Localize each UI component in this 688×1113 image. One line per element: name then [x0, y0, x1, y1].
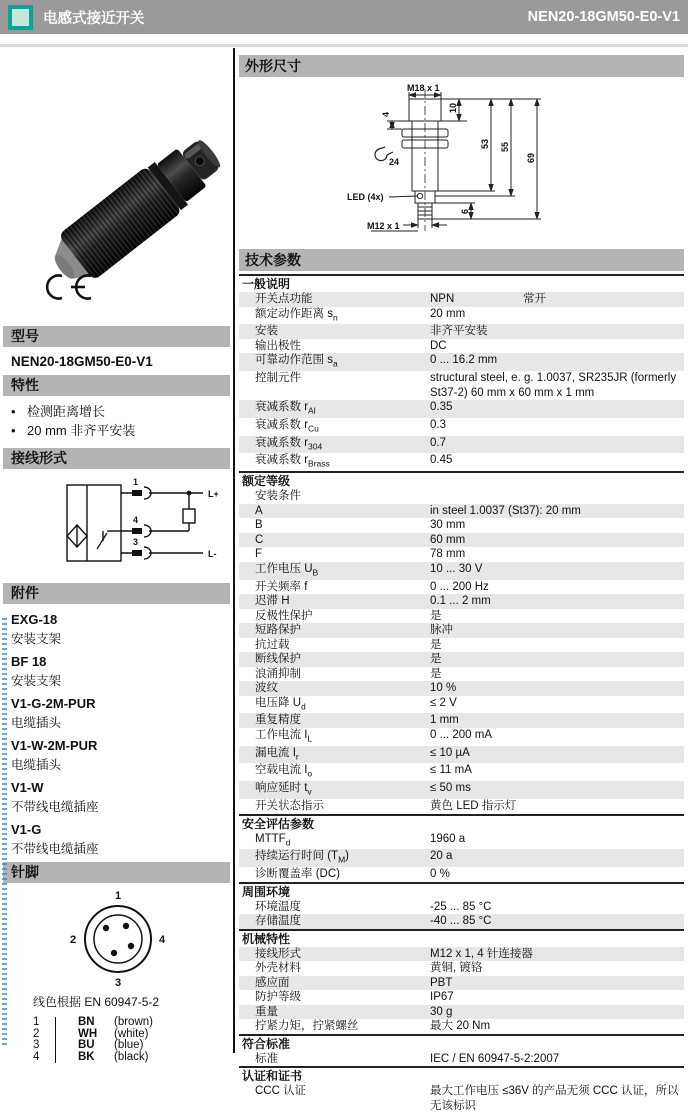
bullet-icon: •: [11, 423, 16, 438]
spec-section-header: 符合标准: [239, 1034, 684, 1052]
spec-label: 抗过载: [255, 638, 290, 651]
spec-row: [239, 914, 684, 929]
spec-row: [239, 667, 684, 682]
accessory-description: 安装支架: [11, 632, 62, 646]
page-title: 电感式接近开关: [43, 10, 145, 27]
wire-color-name: (white): [114, 1027, 149, 1040]
spec-value: [430, 667, 684, 682]
spec-value-text: 是: [430, 638, 442, 651]
spec-row: [239, 580, 684, 595]
spec-value-text: 1 mm: [430, 714, 459, 727]
ce-mark-icon: [3, 268, 233, 310]
spec-value: [430, 292, 684, 307]
pin-number: 4: [33, 1050, 40, 1063]
accessories-list: [3, 613, 233, 862]
spec-value: [430, 990, 684, 1005]
spec-row: [239, 371, 684, 400]
spec-row: [239, 799, 684, 814]
top-header-bar: [0, 0, 688, 34]
spec-value: [430, 638, 684, 653]
spec-row: [239, 292, 684, 307]
spec-label: 迟滞 H: [255, 595, 290, 608]
spec-value-text: 0.45: [430, 454, 453, 467]
spec-row: [239, 1084, 684, 1113]
spec-value: [430, 371, 684, 400]
dim-wrench-label: 24: [389, 157, 400, 167]
spec-value: [430, 681, 684, 696]
wiring-lminus-label: L-: [208, 549, 217, 559]
release-date-vertical-text: [2, 618, 7, 1048]
spec-label: 开关点功能: [255, 293, 313, 305]
spec-row: [239, 400, 684, 418]
spec-label: 标准: [255, 1052, 278, 1065]
spec-row: [239, 623, 684, 638]
spec-value-text: 10 %: [430, 682, 457, 695]
spec-value-text: PBT: [430, 976, 453, 989]
spec-value-text: 20 mm: [430, 307, 466, 320]
spec-row: [239, 453, 684, 471]
spec-row: [239, 728, 684, 746]
spec-value-text: 78 mm: [430, 548, 466, 561]
spec-value: [430, 580, 684, 595]
wire-color-code: WH: [78, 1027, 98, 1040]
spec-row: [239, 696, 684, 714]
spec-label: 防护等级: [255, 991, 301, 1004]
spec-section-header: 机械特性: [239, 929, 684, 947]
spec-row: [239, 781, 684, 799]
spec-value-text: -40 ... 85 °C: [430, 915, 492, 928]
wiring-pin4-label: 4: [133, 515, 139, 525]
spec-label: 重量: [255, 1005, 278, 1018]
pin-number: 3: [33, 1039, 40, 1051]
tech-table: [239, 274, 684, 1113]
wire-color-name: (blue): [114, 1039, 144, 1051]
spec-value-text: 60 mm: [430, 533, 466, 546]
spec-label: 感应面: [255, 976, 290, 989]
accessory-description: 电缆插头: [11, 716, 62, 730]
spec-label: F: [255, 548, 263, 561]
accessory-name: BF 18: [11, 654, 47, 669]
spec-value-text: 0 %: [430, 868, 450, 881]
spec-label: 断线保护: [255, 653, 301, 666]
pin-color-table: [33, 1017, 233, 1063]
wiring-lplus-label: L+: [208, 489, 219, 499]
spec-value: [430, 353, 684, 371]
pin-table-divider: [55, 1029, 56, 1041]
spec-section-header: 认证和证书: [239, 1066, 684, 1084]
spec-value: [430, 623, 684, 638]
spec-value: [430, 799, 684, 814]
spec-value: [430, 900, 684, 915]
spec-value: [430, 453, 684, 471]
spec-value-text: M12 x 1, 4 针连接器: [430, 947, 533, 960]
section-header-dimensions: 外形尺寸: [239, 55, 684, 77]
accessory-name: V1-W: [11, 780, 44, 795]
spec-value: [430, 746, 684, 764]
spec-label: 衰减系数 $r_{304}$: [255, 436, 323, 451]
spec-row: [239, 1019, 684, 1034]
spec-row: [239, 746, 684, 764]
sensor-photo-illustration: [3, 48, 228, 268]
spec-value-text: ≤ 2 V: [430, 696, 457, 709]
spec-value-text: ≤ 11 mA: [430, 764, 472, 777]
spec-label: 反极性保护: [255, 609, 313, 622]
spec-row: [239, 307, 684, 325]
spec-row: [239, 900, 684, 915]
spec-value: [430, 652, 684, 667]
spec-value: [430, 436, 684, 454]
spec-value: [430, 867, 684, 882]
spec-value-text: 是: [430, 667, 442, 680]
spec-value-text: 最大工作电压 ≤36V 的产品无须 CCC 认证，所以无该标识: [430, 1085, 679, 1112]
section-header-accessories: 附件: [3, 583, 230, 604]
spec-value-text: NPN: [430, 293, 455, 305]
dim-thread-bottom-label: M12 x 1: [367, 221, 400, 231]
dimension-drawing: [239, 77, 684, 245]
dim-6-label: 6: [460, 208, 470, 214]
spec-value: [430, 947, 684, 962]
spec-value-text: 脉冲: [430, 624, 453, 637]
spec-row: [239, 681, 684, 696]
spec-label: 控制元件: [255, 372, 301, 385]
wiring-pin1-label: 1: [133, 477, 139, 487]
spec-value-text: 0.3: [430, 418, 446, 431]
wiring-diagram: [3, 473, 233, 577]
pin-label-left: 2: [70, 934, 77, 946]
dim-69-label: 69: [526, 152, 536, 163]
spec-value: [430, 713, 684, 728]
spec-label: 浪涌抑制: [255, 667, 301, 680]
spec-value-text: 0.1 ... 2 mm: [430, 595, 491, 608]
spec-row: [239, 504, 684, 519]
spec-label: 衰减系数 $r_{Al}$: [255, 401, 316, 416]
spec-value: [430, 728, 684, 746]
wire-color-name: (black): [114, 1050, 149, 1063]
spec-label: A: [255, 504, 263, 517]
accessory-name: V1-W-2M-PUR: [11, 738, 98, 753]
spec-row: [239, 713, 684, 728]
spec-value-text: 黄色 LED 指示灯: [430, 800, 517, 813]
pin-table-divider: [55, 1040, 56, 1052]
spec-row: [239, 947, 684, 962]
spec-value-text: 30 g: [430, 1005, 453, 1018]
accessory-name: EXG-18: [11, 612, 58, 627]
spec-label: 重复精度: [255, 714, 301, 727]
spec-value-text: 0.35: [430, 401, 453, 414]
pin-color-note: 线色根据 EN 60947-5-2: [33, 995, 160, 1009]
feature-text: 检测距离增长: [27, 404, 106, 419]
spec-value: [430, 696, 684, 714]
header-model-number: NEN20-18GM50-E0-V1: [527, 9, 680, 25]
spec-value: [430, 307, 684, 325]
spec-row: [239, 990, 684, 1005]
spec-label: 开关状态指示: [255, 800, 324, 813]
spec-label: 额定动作距离 $s_n$: [255, 307, 338, 322]
spec-value-text: structural steel, e. g. 1.0037, SR235JR (formerly St37-2) 60 mm x 60 mm x 1 mm: [430, 372, 677, 399]
spec-value-text-2: 常开: [523, 293, 546, 305]
spec-value: [430, 1084, 684, 1113]
spec-value: [430, 976, 684, 991]
accessory-name: V1-G: [11, 822, 42, 837]
spec-value-text: IP67: [430, 991, 454, 1004]
spec-label: 拧紧力矩，拧紧螺丝: [255, 1020, 359, 1033]
pin-connector-diagram: [52, 889, 184, 989]
pin-label-right: 4: [159, 934, 166, 946]
model-number: NEN20-18GM50-E0-V1: [11, 354, 153, 369]
spec-value: [430, 400, 684, 418]
accessory-description: 不带线电缆插座: [11, 842, 99, 856]
spec-value-text: 20 a: [430, 850, 453, 863]
accessory-name: V1-G-2M-PUR: [11, 696, 96, 711]
spec-value-text: -25 ... 85 °C: [430, 900, 492, 913]
spec-label: C: [255, 533, 264, 546]
spec-row: [239, 961, 684, 976]
right-column: [233, 48, 688, 1112]
bullet-icon: •: [11, 404, 16, 419]
spec-row: [239, 1052, 684, 1067]
spec-value: [430, 961, 684, 976]
pin-table-divider: [55, 1052, 56, 1064]
spec-row: [239, 324, 684, 339]
section-header-connection: 接线形式: [3, 448, 230, 469]
spec-label: 环境温度: [255, 900, 301, 913]
spec-value: [430, 489, 684, 504]
spec-label: 开关频率 f: [255, 580, 308, 593]
spec-label: 诊断覆盖率 (DC): [255, 868, 340, 881]
spec-row: [239, 547, 684, 562]
spec-row: [239, 832, 684, 850]
feature-item: [11, 402, 233, 421]
spec-section-header: 周围环境: [239, 882, 684, 900]
spec-row: [239, 418, 684, 436]
spec-row: [239, 609, 684, 624]
dim-10-label: 10: [448, 102, 458, 113]
spec-section-header: 安全评估参数: [239, 814, 684, 832]
wire-color-code: BU: [78, 1039, 95, 1051]
spec-row: [239, 849, 684, 867]
spec-value: [430, 339, 684, 354]
spec-value: [430, 562, 684, 580]
spec-value: [430, 763, 684, 781]
spec-value: [430, 533, 684, 548]
spec-label: 安装: [255, 325, 278, 338]
spec-value-text: 0 ... 200 Hz: [430, 580, 489, 593]
features-list: [3, 396, 233, 448]
spec-value-text: 黄铜, 镀铬: [430, 962, 483, 975]
spec-value-text: DC: [430, 339, 447, 352]
spec-row: [239, 339, 684, 354]
spec-value: [430, 1052, 684, 1067]
spec-label: 衰减系数 $r_{Brass}$: [255, 454, 330, 469]
spec-label: 工作电流 $I_L$: [255, 728, 313, 744]
dim-4-label: 4: [381, 111, 391, 117]
spec-row: [239, 1005, 684, 1020]
section-header-pins: 针脚: [3, 862, 230, 883]
spec-row: [239, 489, 684, 504]
spec-label: 短路保护: [255, 624, 301, 637]
spec-value: [430, 914, 684, 929]
dim-53-label: 53: [480, 138, 490, 149]
spec-row: [239, 976, 684, 991]
pin-color-row: [33, 1017, 233, 1029]
spec-value: [430, 1019, 684, 1034]
spec-row: [239, 763, 684, 781]
spec-value-text: IEC / EN 60947-5-2:2007: [430, 1052, 560, 1065]
spec-row: [239, 518, 684, 533]
spec-label: 电压降 $U_d$: [255, 696, 306, 711]
spec-label: $MTTF_d$: [255, 832, 291, 847]
spec-value-text: 是: [430, 609, 442, 622]
spec-value-text: ≤ 50 ms: [430, 782, 471, 795]
dim-thread-top-label: M18 x 1: [407, 83, 440, 93]
wire-color-name: (brown): [114, 1016, 153, 1028]
spec-value-text: 0 ... 16.2 mm: [430, 354, 498, 367]
spec-row: [239, 562, 684, 580]
accessory-description: 安装支架: [11, 674, 62, 688]
product-photo: [3, 48, 233, 268]
spec-row: [239, 638, 684, 653]
spec-value-text: in steel 1.0037 (St37): 20 mm: [430, 504, 581, 517]
spec-label: 衰减系数 $r_{Cu}$: [255, 418, 319, 434]
pin-color-row: [33, 1052, 233, 1064]
pin-number: 1: [33, 1016, 40, 1028]
pin-number: 2: [33, 1027, 40, 1040]
spec-value-text: 0 ... 200 mA: [430, 728, 493, 741]
pin-label-top: 1: [115, 890, 122, 902]
spec-value: [430, 609, 684, 624]
spec-value: [430, 849, 684, 867]
spec-value-text: 30 mm: [430, 519, 466, 532]
spec-value: [430, 781, 684, 799]
spec-row: [239, 533, 684, 548]
spec-value: [430, 547, 684, 562]
spec-label: 工作电压 $U_B$: [255, 562, 319, 578]
spec-label: 空载电流 $I_o$: [255, 764, 313, 779]
spec-value-text: 是: [430, 653, 442, 666]
spec-row: [239, 594, 684, 609]
spec-value: [430, 1005, 684, 1020]
spec-label: 波纹: [255, 682, 278, 695]
spec-value: [430, 324, 684, 339]
left-column: [0, 48, 233, 1063]
wire-color-code: BN: [78, 1016, 95, 1028]
spec-value-text: 0.7: [430, 436, 446, 449]
spec-label: CCC 认证: [255, 1085, 307, 1098]
spec-section-header: 一般说明: [239, 274, 684, 292]
spec-label: 存储温度: [255, 915, 301, 928]
pin-color-row: [33, 1040, 233, 1052]
pin-label-bottom: 3: [115, 977, 122, 989]
spec-value-text: 10 ... 30 V: [430, 562, 483, 575]
spec-value-text: ≤ 10 µA: [430, 746, 470, 759]
dim-55-label: 55: [500, 141, 510, 152]
spec-label: 持续运行时间 $(T_M)$: [255, 850, 349, 865]
spec-value: [430, 418, 684, 436]
pin-table-divider: [55, 1017, 56, 1029]
spec-label: 漏电流 $I_r$: [255, 746, 299, 761]
spec-value-text: 最大 20 Nm: [430, 1020, 491, 1033]
spec-value: [430, 594, 684, 609]
spec-value: [430, 504, 684, 519]
feature-item: [11, 421, 233, 440]
spec-label: 响应延时 $t_v$: [255, 782, 312, 797]
wiring-pin3-label: 3: [133, 537, 139, 547]
spec-row: [239, 436, 684, 454]
spec-value-text: 1960 a: [430, 832, 466, 845]
wire-color-code: BK: [78, 1050, 95, 1063]
accessory-description: 不带线电缆插座: [11, 800, 99, 814]
spec-label: B: [255, 519, 263, 532]
spec-value: [430, 518, 684, 533]
spec-label: 安装条件: [255, 490, 301, 503]
spec-label: 接线形式: [255, 947, 301, 960]
section-header-features: 特性: [3, 375, 230, 396]
spec-row: [239, 867, 684, 882]
section-header-model: 型号: [3, 326, 230, 347]
brand-icon: [8, 5, 33, 30]
feature-text: 20 mm 非齐平安装: [27, 423, 136, 438]
spec-label: 外壳材料: [255, 962, 301, 975]
accessory-description: 电缆插头: [11, 758, 62, 772]
spec-label: 输出极性: [255, 339, 301, 352]
spec-row: [239, 652, 684, 667]
spec-value-text: 非齐平安装: [430, 325, 488, 338]
spec-row: [239, 353, 684, 371]
spec-label: 可靠动作范围 $s_a$: [255, 354, 338, 369]
dim-led-label: LED (4x): [347, 192, 384, 202]
header-divider: [0, 44, 688, 47]
section-header-tech: 技术参数: [239, 249, 684, 271]
spec-value: [430, 832, 684, 850]
spec-section-header: 额定等级: [239, 471, 684, 489]
